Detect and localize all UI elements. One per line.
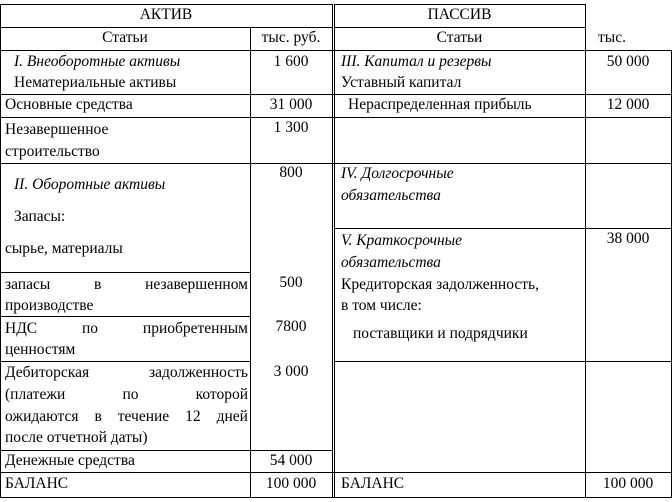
assets-balance-value: 100 000 <box>265 475 317 492</box>
column-header-items-left: Статьи <box>102 29 148 46</box>
charter-capital-label: Уставный капитал <box>341 74 462 91</box>
section-shortterm-line2: обязательства <box>341 254 441 271</box>
column-header-unit-left: тыс. руб. <box>261 29 321 46</box>
section-longterm-line1: IV. Долгосрочные <box>341 165 454 182</box>
cash-label: Денежные средства <box>5 452 135 469</box>
cash-value: 54 000 <box>269 452 313 469</box>
vat-label-line1: НДС по приобретенным <box>5 320 248 337</box>
liabilities-balance-label: БАЛАНС <box>341 475 405 492</box>
inventory-label: Запасы: <box>14 208 66 225</box>
retained-earnings-value: 12 000 <box>606 96 650 113</box>
receivables-label-line1: Дебиторская задолженность <box>5 364 248 381</box>
wip-value: 500 <box>279 274 303 291</box>
charter-capital-value: 50 000 <box>606 53 650 70</box>
intangible-assets-value: 1 600 <box>273 53 309 70</box>
section-noncurrent-assets: I. Внеоборотные активы <box>14 53 181 70</box>
section-longterm-line2: обязательства <box>341 187 441 204</box>
construction-label-line2: строительство <box>5 143 100 160</box>
shortterm-value: 38 000 <box>606 230 650 247</box>
receivables-label-line3: ожидаются в течение 12 дней <box>5 408 248 425</box>
intangible-assets-label: Нематериальные активы <box>14 74 177 91</box>
construction-label-line1: Незавершенное <box>5 121 109 138</box>
header-aktiv: АКТИВ <box>139 6 193 23</box>
receivables-label-line4: после отчетной даты) <box>5 429 148 446</box>
section-shortterm-line1: V. Краткосрочные <box>341 232 463 249</box>
column-header-items-right: Статьи <box>436 29 483 46</box>
retained-earnings-label: Нераспределенная прибыль <box>348 96 532 113</box>
wip-label-line1: запасы в незавершенном <box>5 276 248 293</box>
receivables-label-line2: (платежи по которой <box>5 386 248 403</box>
fixed-assets-label: Основные средства <box>5 96 133 113</box>
section-equity: III. Капитал и резервы <box>341 53 492 70</box>
raw-materials-label: сырье, материалы <box>5 240 123 257</box>
construction-value: 1 300 <box>273 119 309 136</box>
vat-label-line2: ценностям <box>5 341 76 358</box>
wip-label-line2: производстве <box>5 297 94 314</box>
header-passiv: ПАССИВ <box>427 6 492 23</box>
suppliers-label: поставщики и подрядчики <box>353 325 528 342</box>
inventory-value: 800 <box>279 164 303 181</box>
fixed-assets-value: 31 000 <box>269 96 313 113</box>
section-current-assets: II. Оборотные активы <box>14 176 166 193</box>
assets-balance-label: БАЛАНС <box>5 475 69 492</box>
payables-label-line1: Кредиторская задолженность, <box>341 276 539 293</box>
payables-label-line2: в том числе: <box>341 297 422 314</box>
receivables-value: 3 000 <box>273 363 309 380</box>
liabilities-balance-value: 100 000 <box>602 475 654 492</box>
vat-value: 7800 <box>275 318 307 335</box>
column-header-unit-right: тыс. <box>598 29 626 46</box>
